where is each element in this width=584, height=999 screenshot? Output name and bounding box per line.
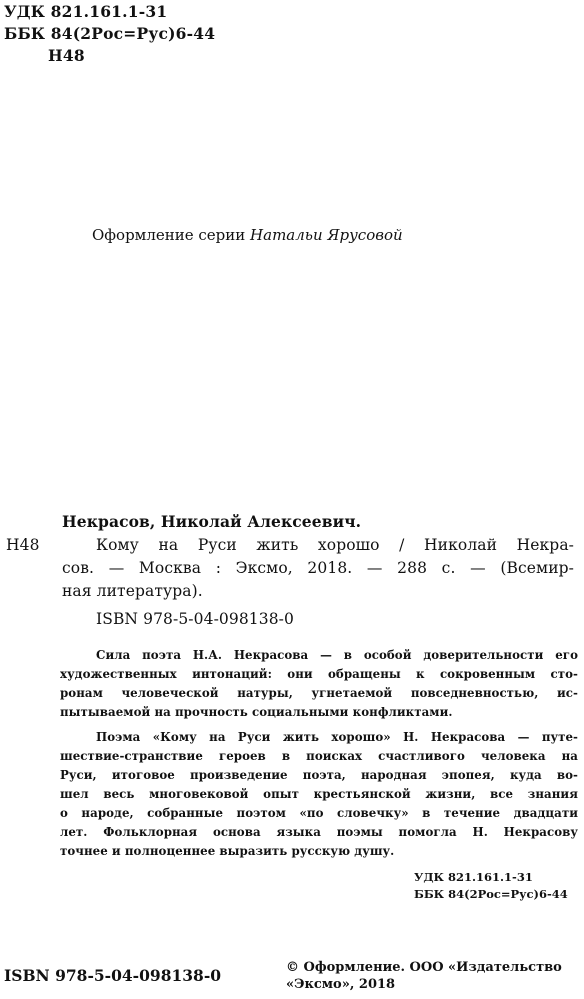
entry-author-sign: Н48 [6,536,40,554]
annotation-line: Руси, итоговое произведение поэта, народная эпопея, куда во- [60,768,578,782]
series-designer-name: Натальи Ярусовой [250,226,403,244]
annotation-line: художественных интонаций: они обращены к сокровенным сто- [60,667,578,681]
bottom-bbk-code: ББК 84(2Рос=Рус)6-44 [414,887,568,901]
entry-description-line: сов. — Москва : Эксмо, 2018. — 288 с. — (Всемир- [62,559,574,577]
series-design-credit [92,226,403,244]
annotation-line: Сила поэта Н.А. Некрасова — в особой доверительности его [96,648,578,662]
annotation-line: лет. Фольклорная основа языка поэмы помогла Н. Некрасову [60,825,578,839]
footer-isbn: ISBN 978-5-04-098138-0 [4,966,222,985]
entry-author: Некрасов, Николай Алексеевич. [62,512,362,531]
bottom-udk-code: УДК 821.161.1-31 [414,870,533,884]
entry-description-line: Кому на Руси жить хорошо / Николай Некра- [96,536,574,554]
annotation-line: точнее и полноценнее выразить русскую душу. [60,844,395,858]
annotation-line: Поэма «Кому на Руси жить хорошо» Н. Некрасова — путе- [96,730,578,744]
copyright-line: «Эксмо», 2018 [286,977,396,992]
udk-code: УДК 821.161.1-31 [4,2,168,21]
author-sign: Н48 [48,46,85,65]
annotation-line: шел весь многовековой опыт крестьянской жизни, все знания [60,787,578,801]
entry-isbn: ISBN 978-5-04-098138-0 [96,610,294,628]
annotation-line: ронам человеческой натуры, угнетаемой повседневностью, ис- [60,686,578,700]
annotation-line: пытываемой на прочность социальными конфликтами. [60,705,453,719]
entry-description-line: ная литература). [62,582,203,600]
annotation-line: шествие-странствие героев в поисках счастливого человека на [60,749,578,763]
copyright-line: © Оформление. ООО «Издательство [286,960,562,975]
series-design-prefix: Оформление серии [92,226,246,244]
annotation-line: о народе, собранные поэтом «по словечку» в течение двадцати [60,806,578,820]
bbk-code: ББК 84(2Рос=Рус)6-44 [4,24,216,43]
